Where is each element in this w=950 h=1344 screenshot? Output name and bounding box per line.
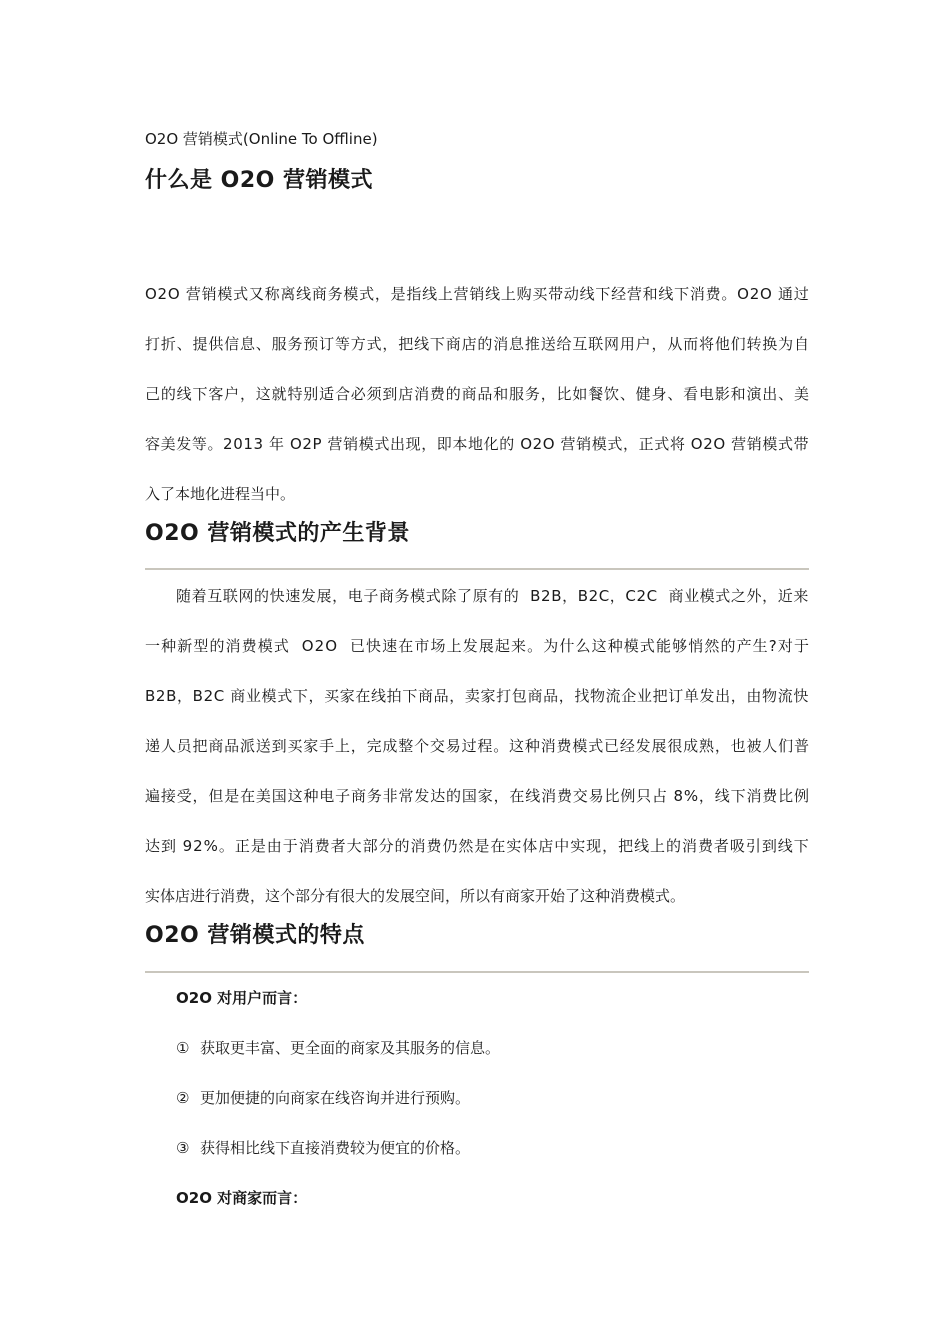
background-paragraph (145, 585, 809, 935)
merchants-label: O2O 对商家而言： (176, 1189, 308, 1207)
list-item-text: 获取更丰富、更全面的商家及其服务的信息。 (200, 1039, 501, 1057)
background-line: 达 到 9 2 % 。 正 是 由 于 消 费 者 大 部 分 的 消 费 仍 然 是 在 实 体 店 中 实 现 ， 把 线 上 的 消 费 者 吸 引 到 线 下 (145, 837, 809, 855)
users-label: O2O 对用户而言： (176, 989, 308, 1007)
intro-line: 打 折 、 提 供 信 息 、 服 务 预 订 等 方 式 ， 把 线 下 商 店 的 消 息 推 送 给 互 联 网 用 户 ， 从 而 将 他 们 转 换 为 自 (145, 335, 809, 353)
circled-number-marker: ① (176, 1039, 190, 1057)
heading-background: O2O 营销模式的产生背景 (145, 521, 410, 546)
background-line: 实体店进行消费，这个部分有很大的发展空间，所以有商家开始了这种消费模式。 (145, 887, 686, 905)
heading-features: O2O 营销模式的特点 (145, 923, 365, 948)
intro-paragraph (145, 283, 809, 533)
list-item-text: 更加便捷的向商家在线咨询并进行预购。 (200, 1089, 471, 1107)
background-line: B 2 B ， B 2 C 商 业 模 式 下 ， 买 家 在 线 拍 下 商 品 ， 卖 家 打 包 商 品 ， 找 物 流 企 业 把 订 单 发 出 ， 由 物 流 快 (145, 687, 809, 705)
section-divider (145, 971, 809, 973)
background-line: 递 人 员 把 商 品 派 送 到 买 家 手 上 ， 完 成 整 个 交 易 过 程 。 这 种 消 费 模 式 已 经 发 展 很 成 熟 ， 也 被 人 们 普 (145, 737, 809, 755)
heading-what-is-o2o: 什么是 O2O 营销模式 (145, 168, 374, 193)
list-item (176, 1087, 500, 1137)
list-item (176, 1037, 500, 1087)
intro-line: 入了本地化进程当中。 (145, 485, 296, 503)
background-line: 一 种 新 型 的 消 费 模 式 O 2 O 已 快 速 在 市 场 上 发 展 起 来 。 为 什 么 这 种 模 式 能 够 悄 然 的 产 生 ? 对 于 (145, 637, 809, 655)
circled-number-marker: ③ (176, 1139, 190, 1157)
circled-number-marker: ② (176, 1089, 190, 1107)
background-line: 遍 接 受 ， 但 是 在 美 国 这 种 电 子 商 务 非 常 发 达 的 国 家 ， 在 线 消 费 交 易 比 例 只 占 8 % ， 线 下 消 费 比 例 (145, 787, 809, 805)
intro-line: 容 美 发 等 。 2 0 1 3 年 O 2 P 营 销 模 式 出 现 ， 即 本 地 化 的 O 2 O 营 销 模 式 ， 正 式 将 O 2 O 营 销 模 式 带 (145, 435, 809, 453)
section-divider (145, 568, 809, 570)
list-item-text: 获得相比线下直接消费较为便宜的价格。 (200, 1139, 471, 1157)
document-subtitle: O2O 营销模式(Online To Offline) (145, 130, 378, 148)
list-item (176, 1137, 500, 1187)
intro-line: O 2 O 营 销 模 式 又 称 离 线 商 务 模 式 ， 是 指 线 上 营 销 线 上 购 买 带 动 线 下 经 营 和 线 下 消 费 。 O 2 O 通 过 (145, 285, 809, 303)
background-line: 随 着 互 联 网 的 快 速 发 展 ， 电 子 商 务 模 式 除 了 原 有 的 B 2 B ， B 2 C ， C 2 C 商 业 模 式 之 外 ， 近 来 (176, 587, 809, 605)
intro-line: 己 的 线 下 客 户 ， 这 就 特 别 适 合 必 须 到 店 消 费 的 商 品 和 服 务 ， 比 如 餐 饮 、 健 身 、 看 电 影 和 演 出 、 美 (145, 385, 809, 403)
features-list (176, 987, 500, 1237)
